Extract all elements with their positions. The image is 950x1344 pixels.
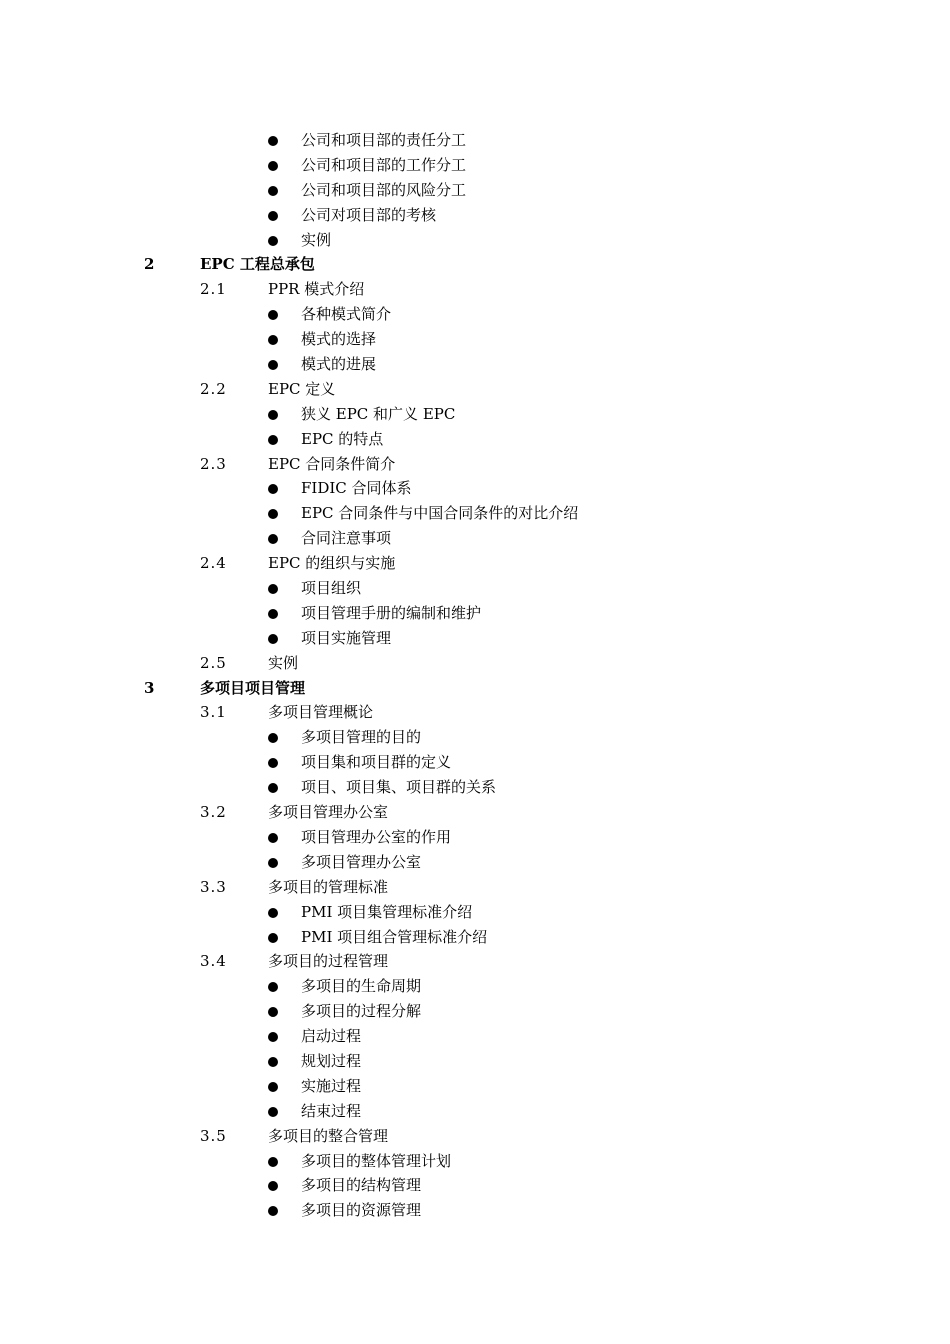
bullet-icon <box>268 136 278 146</box>
bullet-item <box>0 203 950 228</box>
section-heading <box>0 700 950 725</box>
chapter-heading <box>0 676 950 701</box>
bullet-icon <box>268 410 278 420</box>
bullet-icon <box>268 1082 278 1092</box>
bullet-text: PMI 项目集管理标准介绍 <box>301 902 473 921</box>
bullet-icon <box>268 211 278 221</box>
bullet-item <box>0 178 950 203</box>
bullet-icon <box>268 310 278 320</box>
section-heading <box>0 551 950 576</box>
bullet-icon <box>268 833 278 843</box>
bullet-text: 各种模式简介 <box>301 305 392 324</box>
section-title: EPC 的组织与实施 <box>268 554 396 573</box>
bullet-item <box>0 900 950 925</box>
bullet-item <box>0 725 950 750</box>
section-heading <box>0 800 950 825</box>
bullet-icon <box>268 758 278 768</box>
section-number: 2.5 <box>200 653 227 672</box>
document-outline <box>0 128 950 1223</box>
bullet-item <box>0 128 950 153</box>
bullet-item <box>0 153 950 178</box>
section-number: 3.3 <box>200 877 227 896</box>
bullet-item <box>0 228 950 253</box>
section-title: 多项目的整合管理 <box>268 1126 389 1145</box>
bullet-text: 多项目的结构管理 <box>301 1176 422 1195</box>
bullet-item <box>0 626 950 651</box>
bullet-icon <box>268 509 278 519</box>
bullet-item <box>0 999 950 1024</box>
bullet-text: 项目实施管理 <box>301 628 392 647</box>
bullet-text: 狭义 EPC 和广义 EPC <box>301 404 456 423</box>
bullet-text: 项目管理办公室的作用 <box>301 827 452 846</box>
bullet-text: 实施过程 <box>301 1076 362 1095</box>
bullet-text: 多项目的生命周期 <box>301 977 422 996</box>
section-title: PPR 模式介绍 <box>268 280 365 299</box>
bullet-icon <box>268 933 278 943</box>
bullet-text: EPC 合同条件与中国合同条件的对比介绍 <box>301 504 579 523</box>
chapter-number: 2 <box>144 255 155 274</box>
chapter-number: 3 <box>144 678 155 697</box>
bullet-text: FIDIC 合同体系 <box>301 479 412 498</box>
bullet-item <box>0 476 950 501</box>
bullet-icon <box>268 609 278 619</box>
bullet-icon <box>268 982 278 992</box>
bullet-text: 启动过程 <box>301 1027 362 1046</box>
bullet-icon <box>268 534 278 544</box>
bullet-icon <box>268 435 278 445</box>
bullet-item <box>0 750 950 775</box>
bullet-text: 实例 <box>301 230 332 249</box>
bullet-text: EPC 的特点 <box>301 429 384 448</box>
bullet-text: 公司和项目部的风险分工 <box>301 180 467 199</box>
bullet-icon <box>268 335 278 345</box>
bullet-item <box>0 925 950 950</box>
bullet-text: 模式的选择 <box>301 330 377 349</box>
bullet-icon <box>268 1007 278 1017</box>
bullet-icon <box>268 783 278 793</box>
bullet-icon <box>268 1057 278 1067</box>
chapter-title: 多项目项目管理 <box>200 678 306 697</box>
bullet-text: 项目集和项目群的定义 <box>301 753 452 772</box>
section-number: 3.5 <box>200 1126 227 1145</box>
section-title: 多项目的管理标准 <box>268 877 389 896</box>
bullet-item <box>0 601 950 626</box>
bullet-item <box>0 850 950 875</box>
bullet-item <box>0 327 950 352</box>
bullet-item <box>0 775 950 800</box>
section-title: 多项目管理办公室 <box>268 803 389 822</box>
section-number: 2.2 <box>200 379 227 398</box>
section-title: EPC 合同条件简介 <box>268 454 396 473</box>
bullet-text: 多项目的过程分解 <box>301 1002 422 1021</box>
bullet-item <box>0 576 950 601</box>
bullet-item <box>0 526 950 551</box>
section-heading <box>0 452 950 477</box>
bullet-text: 规划过程 <box>301 1051 362 1070</box>
bullet-text: 结束过程 <box>301 1101 362 1120</box>
section-heading <box>0 377 950 402</box>
bullet-icon <box>268 1206 278 1216</box>
bullet-item <box>0 1198 950 1223</box>
bullet-text: 项目组织 <box>301 579 362 598</box>
section-heading <box>0 875 950 900</box>
bullet-text: 多项目的整体管理计划 <box>301 1151 452 1170</box>
bullet-item <box>0 1149 950 1174</box>
section-number: 2.4 <box>200 554 227 573</box>
bullet-icon <box>268 908 278 918</box>
section-number: 2.3 <box>200 454 227 473</box>
bullet-item <box>0 427 950 452</box>
bullet-icon <box>268 484 278 494</box>
section-heading <box>0 651 950 676</box>
section-heading <box>0 1124 950 1149</box>
bullet-text: 合同注意事项 <box>301 529 392 548</box>
bullet-item <box>0 302 950 327</box>
bullet-item <box>0 974 950 999</box>
bullet-text: 公司和项目部的工作分工 <box>301 155 467 174</box>
bullet-icon <box>268 584 278 594</box>
bullet-icon <box>268 360 278 370</box>
bullet-text: 模式的进展 <box>301 355 377 374</box>
bullet-icon <box>268 858 278 868</box>
section-title: 多项目的过程管理 <box>268 952 389 971</box>
bullet-icon <box>268 1032 278 1042</box>
section-number: 3.4 <box>200 952 227 971</box>
section-title: EPC 定义 <box>268 379 336 398</box>
section-title: 多项目管理概论 <box>268 703 374 722</box>
bullet-icon <box>268 236 278 246</box>
bullet-icon <box>268 161 278 171</box>
section-number: 2.1 <box>200 280 227 299</box>
bullet-item <box>0 1049 950 1074</box>
section-number: 3.1 <box>200 703 227 722</box>
bullet-item <box>0 352 950 377</box>
bullet-text: 多项目管理办公室 <box>301 852 422 871</box>
bullet-item <box>0 1024 950 1049</box>
bullet-icon <box>268 1157 278 1167</box>
bullet-text: 公司和项目部的责任分工 <box>301 131 467 149</box>
bullet-item <box>0 825 950 850</box>
bullet-item <box>0 1074 950 1099</box>
chapter-heading <box>0 252 950 277</box>
bullet-text: PMI 项目组合管理标准介绍 <box>301 927 488 946</box>
section-heading <box>0 277 950 302</box>
bullet-item <box>0 1099 950 1124</box>
bullet-text: 多项目的资源管理 <box>301 1201 422 1220</box>
bullet-item <box>0 402 950 427</box>
bullet-icon <box>268 1107 278 1117</box>
bullet-text: 项目管理手册的编制和维护 <box>301 603 482 622</box>
bullet-icon <box>268 634 278 644</box>
section-heading <box>0 949 950 974</box>
bullet-text: 多项目管理的目的 <box>301 728 422 747</box>
bullet-icon <box>268 186 278 196</box>
section-title: 实例 <box>268 653 299 672</box>
section-number: 3.2 <box>200 803 227 822</box>
bullet-icon <box>268 733 278 743</box>
bullet-text: 项目、项目集、项目群的关系 <box>301 778 497 797</box>
chapter-title: EPC 工程总承包 <box>200 255 315 274</box>
bullet-item <box>0 501 950 526</box>
bullet-text: 公司对项目部的考核 <box>301 205 437 224</box>
bullet-item <box>0 1173 950 1198</box>
bullet-icon <box>268 1181 278 1191</box>
